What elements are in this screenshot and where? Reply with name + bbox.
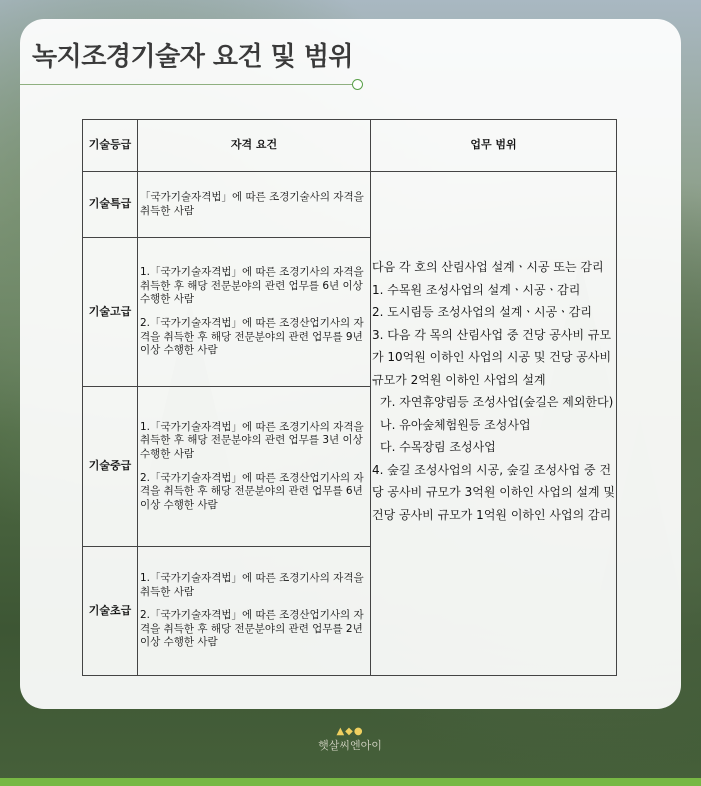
company-logo [318, 726, 382, 753]
page-title: 녹지조경기술자 요건 및 범위 [32, 42, 354, 72]
grade-cell: 기술특급 [83, 172, 138, 238]
requirement-text: 2.「국가기술자격법」에 따른 조경산업기사의 자격을 취득한 후 해당 전문분야의 관련 업무를 6년 이상 수행한 사람 [140, 471, 364, 511]
logo-sun-icon: ▲◆● [336, 726, 364, 737]
requirement-text: 1.「국가기술자격법」에 따른 조경기사의 자격을 취득한 사람 [140, 571, 364, 598]
requirement-text: 「국가기술자격법」에 따른 조경기술사의 자격을 취득한 사람 [140, 190, 364, 217]
grade-cell: 기술초급 [83, 547, 138, 676]
scope-cell [371, 172, 617, 676]
scope-subitem: 다. 수목장림 조성사업 [380, 440, 496, 454]
table-header-row [83, 120, 617, 172]
requirement-text: 1.「국가기술자격법」에 따른 조경기사의 자격을 취득한 후 해당 전문분야의 관련 업무를 6년 이상 수행한 사람 [140, 266, 364, 306]
header-scope: 업무 범위 [371, 120, 617, 172]
requirements-cell [138, 172, 371, 238]
header-requirements: 자격 요건 [138, 120, 371, 172]
bottom-bar [0, 778, 701, 786]
scope-item: 3. 다음 각 목의 산림사업 중 건당 공사비 규모가 10억원 이하인 사업의 시공 및 건당 공사비 규모가 2억원 이하인 사업의 설계 [372, 327, 612, 387]
requirement-text: 2.「국가기술자격법」에 따른 조경산업기사의 자격을 취득한 후 해당 전문분야의 관련 업무를 2년 이상 수행한 사람 [140, 609, 364, 649]
scope-subitem: 가. 자연휴양림등 조성사업(숲길은 제외한다) [380, 395, 614, 409]
requirements-cell [138, 238, 371, 387]
logo-text: 햇살씨엔아이 [318, 739, 382, 752]
scope-subitem: 나. 유아숲체험원등 조성사업 [380, 417, 531, 432]
scope-item: 4. 숲길 조성사업의 시공, 숲길 조성사업 중 건당 공사비 규모가 3억원 이하인 사업의 설계 및 건당 공사비 규모가 1억원 이하인 사업의 감리 [372, 462, 615, 522]
requirements-cell [138, 387, 371, 547]
title-divider [20, 84, 356, 85]
table-row [83, 172, 617, 238]
divider-circle-icon [352, 79, 363, 90]
header-grade: 기술등급 [83, 120, 138, 172]
qualification-table [82, 119, 617, 676]
scope-item: 2. 도시림등 조성사업의 설계ㆍ시공ㆍ감리 [372, 305, 592, 319]
grade-cell: 기술고급 [83, 238, 138, 387]
requirements-cell [138, 547, 371, 676]
grade-cell: 기술중급 [83, 387, 138, 547]
requirement-text: 2.「국가기술자격법」에 따른 조경산업기사의 자격을 취득한 후 해당 전문분야의 관련 업무를 9년 이상 수행한 사람 [140, 317, 364, 357]
requirement-text: 1.「국가기술자격법」에 따른 조경기사의 자격을 취득한 후 해당 전문분야의 관련 업무를 3년 이상 수행한 사람 [140, 420, 364, 460]
scope-intro: 다음 각 호의 산림사업 설계ㆍ시공 또는 감리 [372, 260, 604, 274]
scope-item: 1. 수목원 조성사업의 설계ㆍ시공ㆍ감리 [372, 282, 581, 297]
